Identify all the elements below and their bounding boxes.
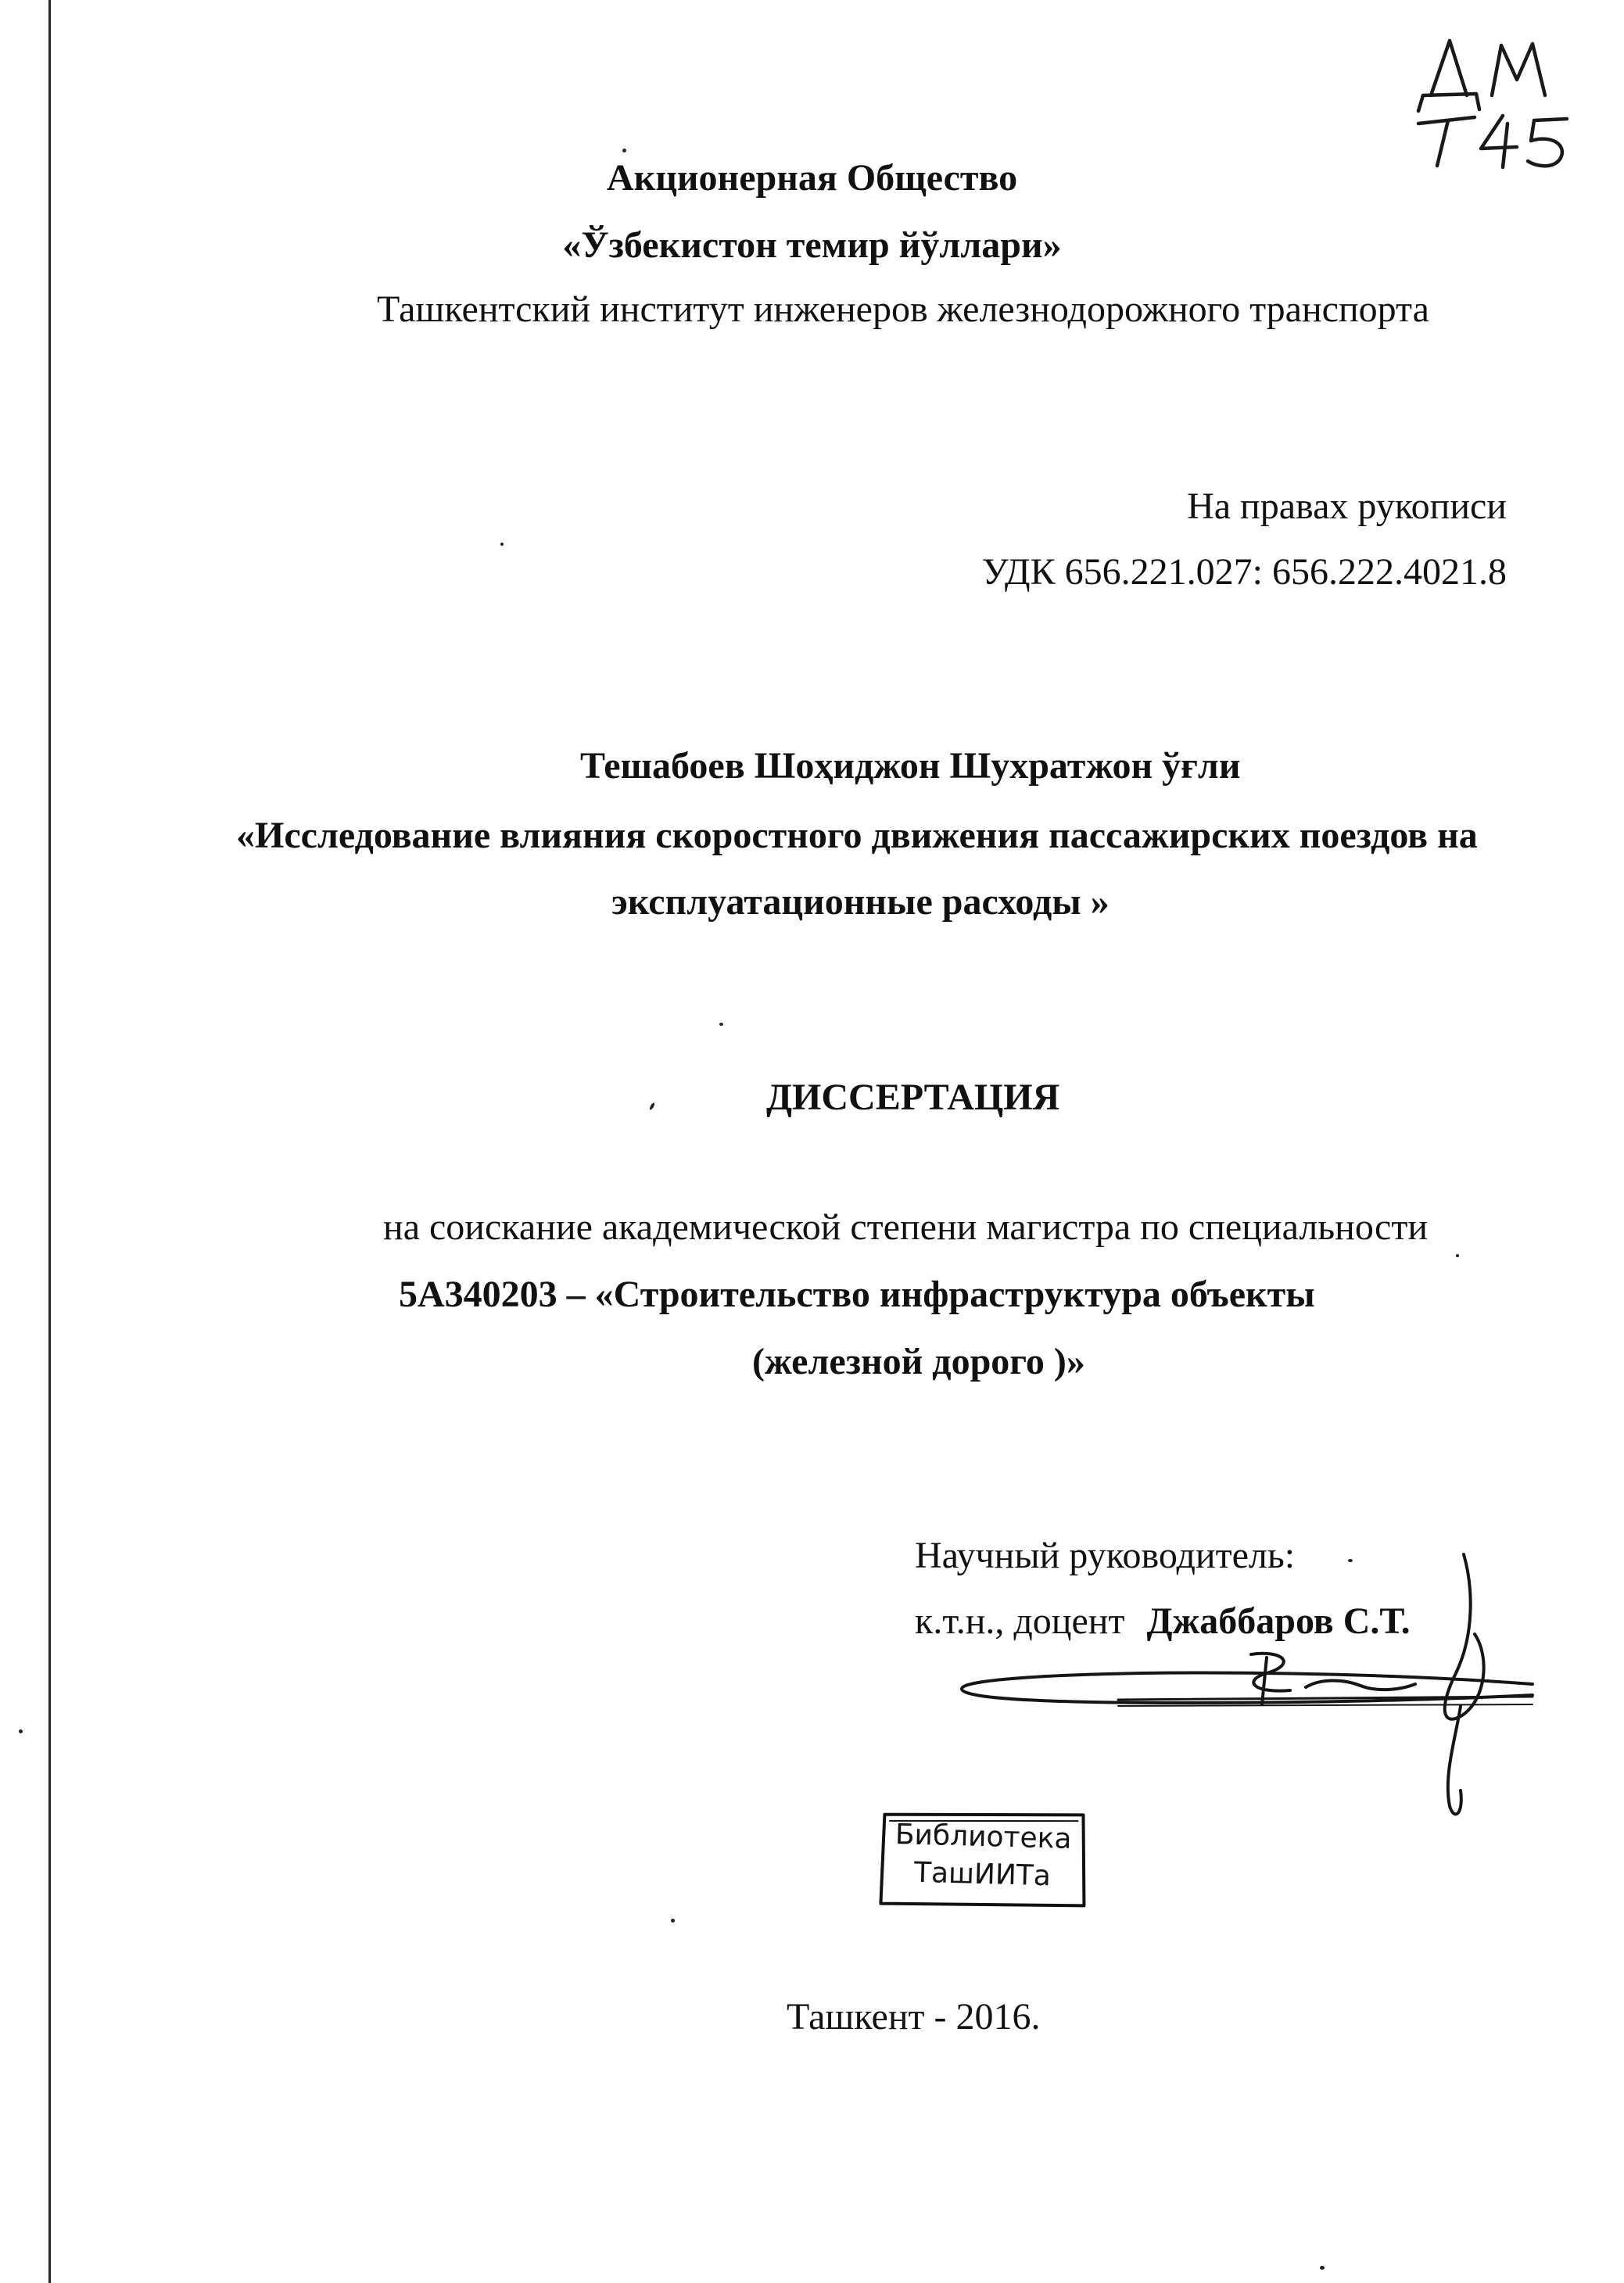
dissertation-title-line1: «Исследование влияния скоростного движения пассажирских поездов на [236, 815, 1478, 856]
scan-speck [1320, 2266, 1325, 2270]
specialty-name-cont: (железной дорого )» [752, 1341, 1085, 1382]
supervisor-label: Научный руководитель: [915, 1535, 1296, 1576]
scan-speck [1348, 1559, 1353, 1562]
degree-purpose: на соискание академической степени магистра по специальности [383, 1206, 1429, 1248]
scan-speck [1456, 1254, 1459, 1257]
binding-margin-line [48, 0, 51, 2283]
scan-speck [622, 149, 626, 152]
scan-speck [671, 1919, 675, 1923]
scan-speck [19, 1729, 23, 1733]
library-stamp [876, 1803, 1089, 1912]
scan-speck [500, 543, 504, 546]
scan-speck [649, 1102, 655, 1111]
stamp-line2: ТашИИТа [913, 1856, 1052, 1893]
dissertation-title-line2: эксплуатационные расходы » [611, 881, 1110, 923]
supervisor-credentials: к.т.н., доцент [915, 1600, 1125, 1642]
author-name: Тешабоев Шоҳиджон Шухратжон ўғли [580, 745, 1241, 787]
udk-code: УДК 656.221.027: 656.222.4021.8 [981, 551, 1507, 593]
specialty-code: 5А340203 – «Строительство инфраструктура объекты [399, 1274, 1315, 1315]
supervisor-signature [938, 1540, 1556, 1830]
city-year: Ташкент - 2016. [787, 1996, 1041, 2037]
manuscript-rights: На правах рукописи [1187, 486, 1507, 527]
handwritten-catalog-note [1400, 23, 1579, 172]
scan-speck [719, 1023, 723, 1026]
institute-name: Ташкентский институт инженеров железнодорожного транспорта [377, 289, 1429, 330]
document-type: ДИССЕРТАЦИЯ [766, 1077, 1060, 1118]
supervisor-name: Джаббаров С.Т. [1146, 1600, 1411, 1642]
organization-subtitle: «Ўзбекистон темир йўллари» [562, 224, 1062, 266]
stamp-line1: Библиотека [894, 1819, 1073, 1855]
organization-name: Акционерная Общество [606, 157, 1018, 199]
